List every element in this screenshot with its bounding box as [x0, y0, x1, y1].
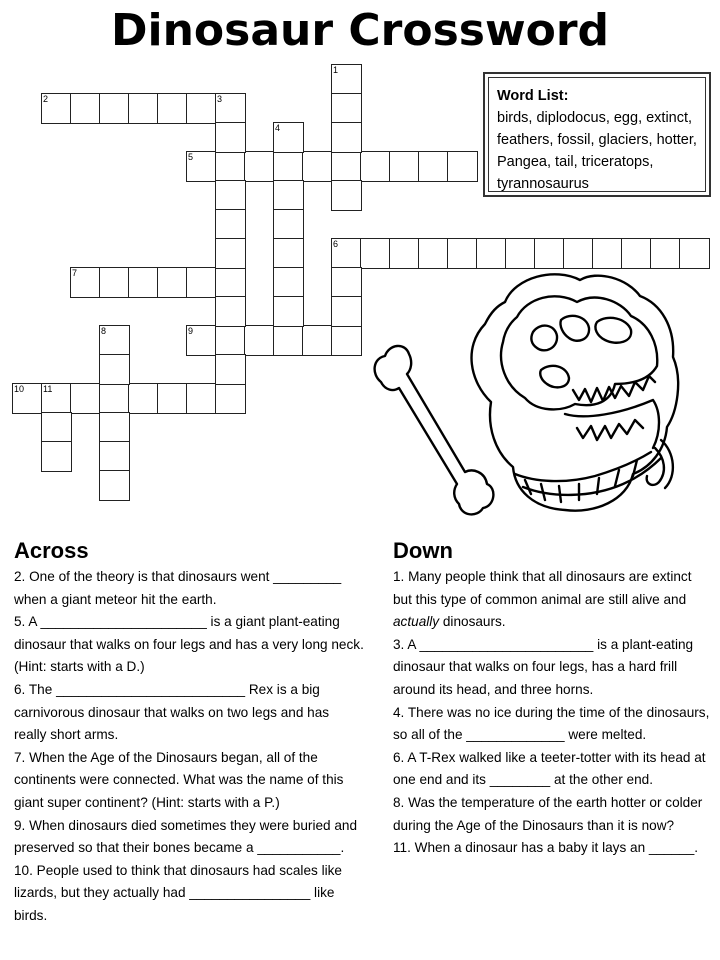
grid-cell[interactable]	[99, 412, 130, 443]
grid-cell[interactable]	[99, 354, 130, 385]
grid-cell[interactable]	[273, 267, 304, 298]
clue-across-2: 2. One of the theory is that dinosaurs went _________ when a giant meteor hit the earth.	[14, 569, 342, 607]
grid-cell[interactable]	[128, 383, 159, 414]
clue-across-5: 5. A ______________________ is a giant plant-eating dinosaur that walks on four legs and has a very long neck. (Hint: starts with a D.)	[14, 614, 364, 675]
grid-cell[interactable]	[128, 267, 159, 298]
clue-down-6: 6. A T-Rex walked like a teeter-totter with its head at one end and its ________ at the other end.	[393, 749, 706, 788]
grid-cell[interactable]	[41, 412, 72, 443]
clue-across-9: 9. When dinosaurs died sometimes they were buried and preserved so that their bones became a ___________.	[14, 817, 358, 856]
grid-cell[interactable]	[215, 151, 246, 182]
grid-cell[interactable]	[273, 180, 304, 211]
across-heading: Across	[14, 538, 89, 563]
clue-number: 7	[72, 268, 78, 278]
grid-cell[interactable]	[273, 296, 304, 327]
grid-cell[interactable]	[157, 93, 188, 124]
grid-cell[interactable]	[99, 267, 130, 298]
grid-cell[interactable]	[215, 383, 246, 414]
clue-number: 1	[333, 65, 339, 75]
grid-cell[interactable]	[128, 93, 159, 124]
grid-cell[interactable]	[70, 93, 101, 124]
grid-cell[interactable]	[186, 383, 217, 414]
grid-cell[interactable]	[331, 296, 362, 327]
grid-cell[interactable]	[99, 383, 130, 414]
down-heading: Down	[393, 538, 453, 563]
grid-cell[interactable]	[389, 151, 420, 182]
dinosaur-skull-illustration	[365, 262, 695, 552]
grid-cell[interactable]	[215, 238, 246, 269]
grid-cell[interactable]	[273, 238, 304, 269]
clue-down-8: 8. Was the temperature of the earth hotter or colder during the Age of the Dinosaurs than it is now?	[393, 794, 703, 833]
grid-cell[interactable]	[331, 267, 362, 298]
grid-cell[interactable]	[157, 383, 188, 414]
clue-number: 2	[43, 94, 49, 104]
grid-cell[interactable]	[186, 267, 217, 298]
grid-cell[interactable]	[331, 122, 362, 153]
grid-cell[interactable]	[215, 354, 246, 385]
grid-cell[interactable]	[418, 151, 449, 182]
clue-number: 9	[188, 326, 194, 336]
grid-cell[interactable]	[331, 93, 362, 124]
grid-cell[interactable]	[99, 93, 130, 124]
clue-number: 5	[188, 152, 194, 162]
grid-cell[interactable]	[99, 441, 130, 472]
page-title: Dinosaur Crossword	[110, 5, 610, 56]
grid-cell[interactable]	[70, 383, 101, 414]
clue-number: 4	[275, 123, 281, 133]
clue-number: 8	[101, 326, 107, 336]
grid-cell[interactable]	[360, 151, 391, 182]
grid-cell[interactable]	[302, 151, 333, 182]
word-list-words: birds, diplodocus, egg, extinct, feathers, fossil, glaciers, hotter, Pangea, tail, triceratops, tyrannosaurus	[497, 110, 697, 192]
grid-cell[interactable]	[157, 267, 188, 298]
grid-cell[interactable]	[331, 325, 362, 356]
clue-down-11: 11. When a dinosaur has a baby it lays an ______.	[393, 840, 699, 856]
clue-down-1: 1. Many people think that all dinosaurs are extinct but this type of common animal are still alive and actually dinosaurs.	[393, 569, 692, 630]
clue-number: 10	[14, 384, 25, 394]
down-clues	[393, 536, 713, 860]
grid-cell[interactable]	[215, 296, 246, 327]
grid-cell[interactable]	[273, 325, 304, 356]
clue-across-7: 7. When the Age of the Dinosaurs began, all of the continents were connected. What was the name of this giant super continent? (Hint: starts with a P.)	[14, 749, 344, 810]
clue-down-4: 4. There was no ice during the time of the dinosaurs, so all of the _____________ were melted.	[393, 704, 710, 743]
grid-cell[interactable]	[331, 180, 362, 211]
clue-across-10: 10. People used to think that dinosaurs had scales like lizards, but they actually had ________________ like birds.	[14, 862, 342, 923]
grid-cell[interactable]	[244, 151, 275, 182]
grid-cell[interactable]	[99, 470, 130, 501]
grid-cell[interactable]	[41, 441, 72, 472]
grid-cell[interactable]	[215, 209, 246, 240]
across-clues	[14, 536, 364, 928]
clue-number: 11	[43, 384, 53, 394]
word-list-heading: Word List:	[497, 88, 569, 104]
grid-cell[interactable]	[215, 122, 246, 153]
clue-number: 3	[217, 94, 223, 104]
word-list-box	[483, 72, 711, 197]
word-list-inner	[488, 77, 706, 192]
grid-cell[interactable]	[215, 325, 246, 356]
clue-across-6: 6. The _________________________ Rex is a big carnivorous dinosaur that walks on two legs and has really short arms.	[14, 681, 330, 743]
clue-number: 6	[333, 239, 339, 249]
grid-cell[interactable]	[215, 267, 246, 298]
grid-cell[interactable]	[273, 151, 304, 182]
grid-cell[interactable]	[331, 151, 362, 182]
grid-cell[interactable]	[302, 325, 333, 356]
grid-cell[interactable]	[447, 151, 478, 182]
grid-cell[interactable]	[244, 325, 275, 356]
grid-cell[interactable]	[186, 93, 217, 124]
grid-cell[interactable]	[215, 180, 246, 211]
clue-down-3: 3. A _______________________ is a plant-eating dinosaur that walks on four legs, has a hard frill around its head, and three horns.	[393, 636, 694, 697]
grid-cell[interactable]	[273, 209, 304, 240]
